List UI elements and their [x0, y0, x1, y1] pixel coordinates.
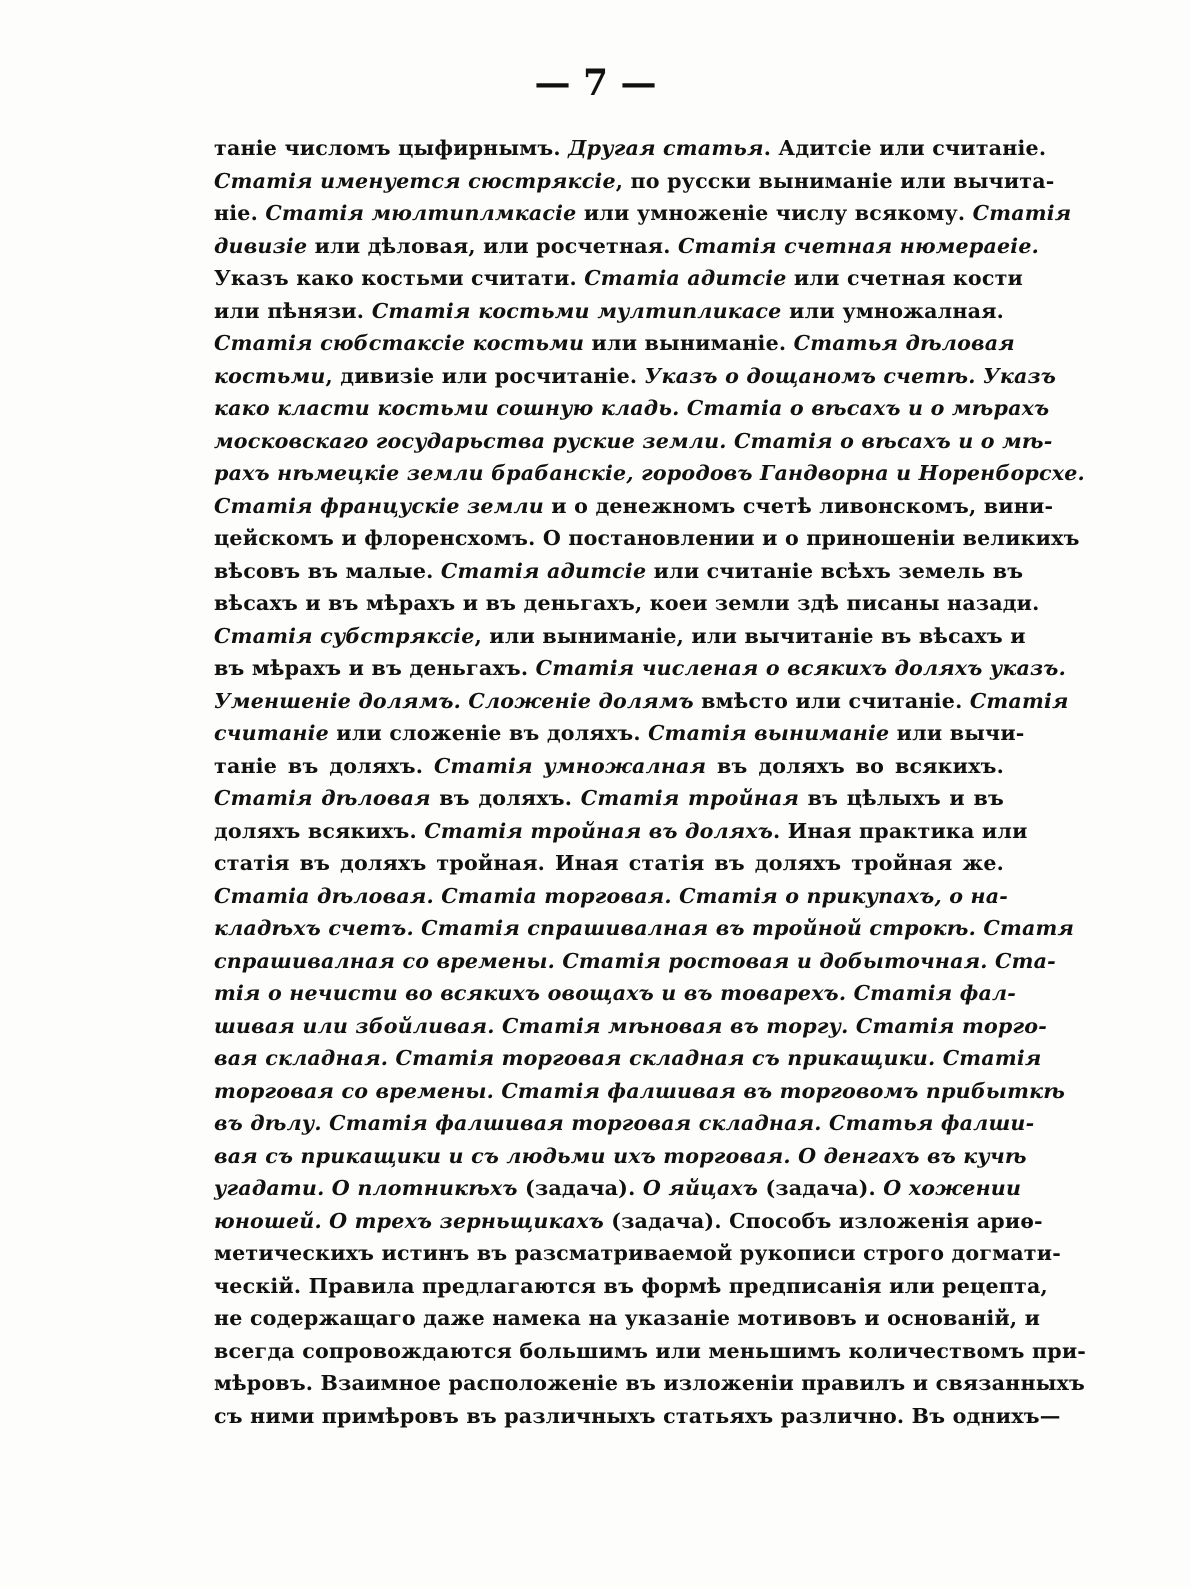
- text-segment: съ ними примѣровъ въ различныхъ статьяхъ различно. Въ однихъ—: [214, 1403, 1061, 1428]
- text-segment: всегда сопровождаются большимъ или меньшимъ количествомъ при-: [214, 1338, 1087, 1363]
- italic-segment: шивая или збойливая. Статія мѣновая въ торгу. Статія торго-: [214, 1013, 1047, 1038]
- italic-segment: Указъ о дощаномъ счетѣ. Указъ: [644, 363, 1057, 388]
- italic-segment: дивизіе: [214, 233, 308, 258]
- italic-segment: О яйцахъ: [642, 1176, 759, 1200]
- italic-segment: кладѣхъ счетъ. Статія спрашивалная въ тройной строкѣ. Статя: [214, 916, 1075, 940]
- text-line: [214, 1302, 1041, 1335]
- italic-segment: Статіа адитсіе: [584, 266, 787, 290]
- text-line: [214, 1400, 1061, 1433]
- italic-segment: Статія адитсіе: [440, 558, 647, 583]
- text-segment: или сложеніе въ доляхъ.: [328, 721, 649, 745]
- italic-segment: Статіа дѣловая. Статіа торговая. Статія о прикупахъ, о на-: [214, 883, 1009, 908]
- text-line: [214, 1042, 1042, 1075]
- text-line: [214, 1172, 1022, 1205]
- text-segment: или дѣловая, или росчетная.: [307, 233, 678, 258]
- italic-segment: угадати. О плотникѣхъ: [214, 1176, 518, 1200]
- italic-segment: въ дѣлу. Статія фалшивая торговая складная. Статья фалши-: [214, 1111, 1035, 1135]
- text-line: [214, 295, 1004, 328]
- text-line: [214, 392, 1050, 425]
- text-segment: не содержащаго даже намека на указаніе мотивовъ и основаній, и: [214, 1306, 1041, 1330]
- italic-segment: Статія численая о всякихъ доляхъ указъ.: [535, 656, 1066, 680]
- text-segment: вѣсовъ въ малые.: [214, 558, 441, 583]
- italic-segment: торговая со времены. Статія фалшивая въ торговомъ прибыткѣ: [214, 1078, 1066, 1103]
- text-line: [214, 490, 1054, 523]
- text-segment: , по русски выниманіе или вычита-: [615, 168, 1055, 193]
- text-segment: въ мѣрахъ и въ деньгахъ.: [214, 656, 536, 680]
- text-segment: . Адитсіе или считаніе.: [763, 136, 1047, 160]
- italic-segment: Статія мюлтиплмкасіе: [265, 201, 577, 225]
- text-line: [214, 912, 1075, 945]
- italic-segment: Статія умножалная: [433, 753, 707, 778]
- text-line: [214, 262, 1024, 295]
- text-segment: въ доляхъ.: [430, 786, 581, 810]
- text-line: [214, 1010, 1047, 1043]
- text-segment: или считаніе всѣхъ земель въ: [646, 558, 1024, 583]
- text-segment: (задача).: [517, 1176, 643, 1200]
- italic-segment: считаніе: [214, 721, 329, 745]
- text-line: [214, 782, 1004, 815]
- text-segment: или вычи-: [889, 721, 1025, 745]
- text-segment: въ доляхъ во всякихъ.: [706, 753, 1004, 778]
- text-segment: или умножалная.: [781, 298, 1004, 323]
- text-line: [214, 1237, 1061, 1270]
- text-line: [214, 360, 1057, 393]
- text-segment: и о денежномъ счетѣ ливонскомъ, вини-: [543, 493, 1054, 518]
- italic-segment: Статія именуется сюстряксіе: [214, 168, 616, 193]
- italic-segment: вая съ прикащики и съ людьми ихъ торговая. О денгахъ въ кучѣ: [214, 1143, 1027, 1168]
- italic-segment: Статія костьми мултипликасе: [371, 298, 782, 323]
- text-line: [214, 880, 1009, 913]
- italic-segment: Статія выниманіе: [648, 721, 890, 745]
- italic-segment: Статія тройная: [580, 786, 800, 810]
- text-line: [214, 847, 1004, 880]
- text-line: [214, 652, 1066, 685]
- text-segment: или пѣнязи.: [214, 298, 372, 323]
- text-segment: таніе въ доляхъ.: [214, 753, 434, 778]
- text-line: [214, 1205, 1043, 1238]
- text-segment: ніе.: [214, 201, 266, 225]
- text-line: [214, 197, 1072, 230]
- text-line: [214, 587, 1040, 620]
- italic-segment: Статія: [969, 688, 1069, 713]
- italic-segment: како класти костьми сошную кладь. Статіа о вѣсахъ и о мѣрахъ: [214, 396, 1050, 420]
- text-line: [214, 327, 1015, 360]
- page-number: — 7 —: [534, 62, 657, 104]
- italic-segment: спрашивалная со времены. Статія ростовая и добыточная. Ста-: [214, 948, 1056, 973]
- italic-segment: О хожении: [883, 1176, 1022, 1200]
- text-segment: статія въ доляхъ тройная. Иная статія въ доляхъ тройная же.: [214, 851, 1004, 875]
- italic-segment: юношей. О трехъ зерньщикахъ: [214, 1208, 604, 1233]
- text-line: [214, 815, 1028, 848]
- italic-segment: тія о нечисти во всякихъ овощахъ и въ товарехъ. Статія фал-: [214, 981, 1017, 1005]
- text-segment: , или выниманіе, или вычитаніе въ вѣсахъ и: [474, 623, 1026, 648]
- text-line: [214, 945, 1056, 978]
- italic-segment: Уменшеніе долямъ. Сложеніе долямъ: [214, 688, 694, 713]
- text-segment: (задача).: [758, 1176, 884, 1200]
- text-line: [214, 620, 1026, 653]
- italic-segment: вая складная. Статія торговая складная съ прикащики. Статія: [214, 1046, 1042, 1070]
- text-segment: въ цѣлыхъ и въ: [799, 786, 1004, 810]
- italic-segment: Статія тройная въ доляхъ: [424, 818, 774, 843]
- italic-segment: Статья дѣловая: [793, 331, 1015, 355]
- text-segment: или выниманіе.: [584, 331, 794, 355]
- text-line: [214, 522, 1080, 555]
- text-line: [214, 132, 1047, 165]
- text-line: [214, 1140, 1027, 1173]
- italic-segment: Статія субстряксіе: [214, 623, 475, 648]
- text-segment: доляхъ всякихъ.: [214, 818, 425, 843]
- text-segment: цейскомъ и флоренсхомъ. О постановлении и о приношеніи великихъ: [214, 526, 1080, 550]
- italic-segment: Статія: [972, 201, 1072, 225]
- italic-segment: рахъ нѣмецкіе земли брабанскіе, городовъ Гандворна и Норенборсхе.: [214, 461, 1085, 485]
- text-segment: ческій. Правила предлагаются въ формѣ предписанія или рецепта,: [214, 1273, 1048, 1298]
- italic-segment: костьми: [214, 363, 326, 388]
- text-line: [214, 1270, 1048, 1303]
- text-segment: или умноженіе числу всякому.: [576, 201, 973, 225]
- text-segment: , дивизіе или росчитаніе.: [325, 363, 645, 388]
- italic-segment: Статія счетная нюмераеіе.: [677, 233, 1039, 258]
- text-segment: (задача). Способъ изложенія ариѳ-: [603, 1208, 1043, 1233]
- text-line: [214, 555, 1024, 588]
- text-line: [214, 1107, 1035, 1140]
- text-segment: Указъ како костьми считати.: [214, 266, 585, 290]
- text-segment: . Иная практика или: [773, 818, 1028, 843]
- text-segment: или счетная кости: [786, 266, 1024, 290]
- text-line: [214, 717, 1025, 750]
- text-line: [214, 1075, 1066, 1108]
- text-line: [214, 457, 1085, 490]
- text-segment: вмѣсто или считаніе.: [693, 688, 970, 713]
- italic-segment: московскаго государьства руские земли. Статія о вѣсахъ и о мѣ-: [214, 428, 1053, 453]
- italic-segment: Статія сюбстаксіе костьми: [214, 331, 585, 355]
- text-segment: мѣровъ. Взаимное расположеніе въ изложеніи правилъ и связанныхъ: [214, 1371, 1086, 1395]
- text-segment: метическихъ истинъ въ разсматриваемой рукописи строго догмати-: [214, 1241, 1061, 1265]
- text-line: [214, 425, 1053, 458]
- text-line: [214, 977, 1017, 1010]
- text-line: [214, 1367, 1086, 1400]
- italic-segment: Другая статья: [568, 136, 764, 160]
- text-line: [214, 750, 1004, 783]
- italic-segment: Статія дѣловая: [214, 786, 431, 810]
- text-line: [214, 165, 1055, 198]
- text-line: [214, 1335, 1087, 1368]
- text-line: [214, 230, 1039, 263]
- italic-segment: Статія францускіе земли: [214, 493, 544, 518]
- text-line: [214, 685, 1069, 718]
- text-segment: вѣсахъ и въ мѣрахъ и въ деньгахъ, коеи земли здѣ писаны назади.: [214, 591, 1040, 615]
- body-text: [214, 132, 1087, 1432]
- text-segment: таніе числомъ цыфирнымъ.: [214, 136, 569, 160]
